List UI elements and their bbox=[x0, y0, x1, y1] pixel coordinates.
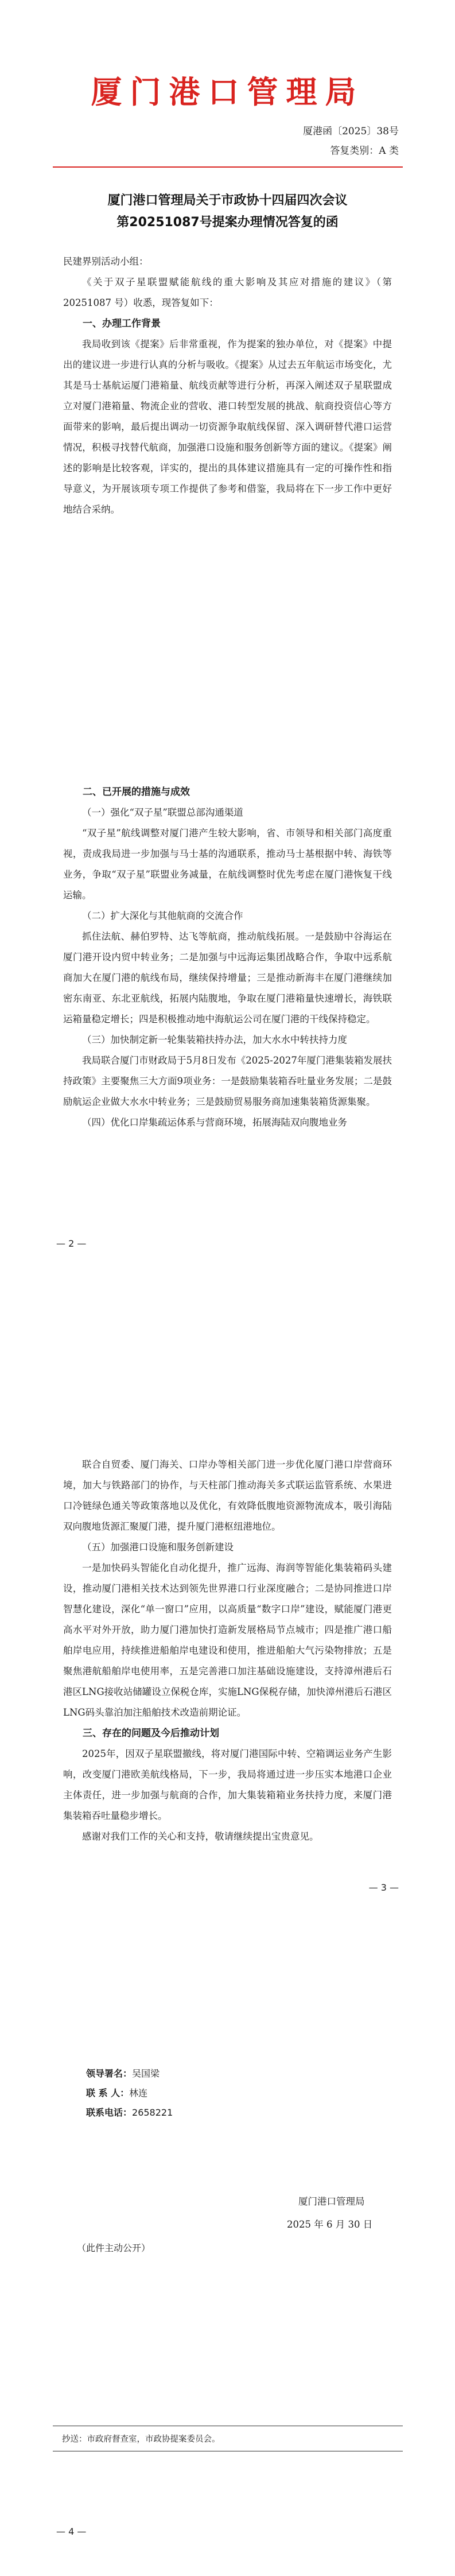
intro-paragraph: 《关于双子星联盟赋能航线的重大影响及其应对措施的建议》（第 20251087 号）收悉，现答复如下： bbox=[63, 277, 392, 308]
page-3 bbox=[0, 1288, 455, 1932]
subsection-4-paragraph: 联合自贸委、厦门海关、口岸办等相关部门进一步优化厦门港口岸营商环境，加大与铁路部门的协作，与天柱部门推动海关多式联运监管系统、水果进口冷链绿色通关等政策落地以及优化，有效降低腹地资源物流成本，吸引海陆双向腹地货源汇聚厦门港，提升厦门港枢纽港地位。 bbox=[63, 1459, 392, 1532]
signing-date: 2025 年 6 月 30 日 bbox=[287, 2219, 373, 2230]
page-number-2: — 2 — bbox=[56, 1238, 87, 1249]
red-divider bbox=[53, 166, 403, 168]
document-number: 厦港函〔2025〕38号 bbox=[303, 126, 399, 137]
contact-block bbox=[86, 2064, 173, 2123]
phone-number: 2658221 bbox=[132, 2107, 173, 2118]
document-title-line-2: 第20251087号提案办理情况答复的函 bbox=[116, 215, 339, 230]
contact-person-row bbox=[86, 2084, 173, 2103]
closing-paragraph: 感谢对我们工作的关心和支持，敬请继续提出宝贵意见。 bbox=[82, 1831, 319, 1842]
reply-type: 答复类别：A 类 bbox=[330, 145, 399, 157]
salutation: 民建界别活动小组： bbox=[63, 256, 149, 267]
public-disclosure-note: （此件主动公开） bbox=[77, 2243, 151, 2253]
page-2 bbox=[0, 644, 455, 1288]
section-1-title: 一、办理工作背景 bbox=[83, 318, 161, 329]
masthead-title: 厦门港口管理局 bbox=[91, 73, 364, 110]
phone-label: 联系电话： bbox=[86, 2107, 133, 2118]
contact-person-label: 联 系 人： bbox=[86, 2088, 130, 2098]
subsection-3-title: （三）加快制定新一轮集装箱扶持办法，加大水水中转扶持力度 bbox=[82, 1034, 347, 1045]
subsection-3-paragraph: 我局联合厦门市财政局于5月8日发布《2025-2027年厦门港集装箱发展扶持政策》主要聚焦三大方面9项业务：一是鼓励集装箱吞吐量业务发展；二是鼓励航运企业做大水水中转业务；三是鼓励贸易服务商加速集装箱货源集聚。 bbox=[63, 1055, 392, 1107]
leader-label: 领导署名： bbox=[86, 2068, 133, 2079]
subsection-4-title: （四）优化口岸集疏运体系与营商环境，拓展海陆双向腹地业务 bbox=[82, 1117, 347, 1128]
body-page-2 bbox=[63, 782, 392, 1133]
signing-organization: 厦门港口管理局 bbox=[298, 2196, 365, 2207]
subsection-2-paragraph: 抓住法航、赫伯罗特、达飞等航商，推动航线拓展。一是鼓励中谷海运在厦门港开设内贸中转业务；二是加强与中远海运集团战略合作，争取中远系航商加大在厦门港的航线布局，继续保持增量；三是推动新海丰在厦门港继续加密东南亚、东北亚航线，拓展内陆腹地，争取在厦门港箱量快速增长，海铁联运箱量稳定增长；四是积极推动地中海航运公司在厦门港的干线保持稳定。 bbox=[63, 931, 392, 1025]
subsection-2-title: （二）扩大深化与其他航商的交流合作 bbox=[82, 910, 243, 921]
contact-person-name: 林连 bbox=[129, 2088, 148, 2098]
subsection-5-title: （五）加强港口设施和服务创新建设 bbox=[82, 1542, 234, 1553]
leader-name: 吴国梁 bbox=[132, 2068, 160, 2079]
section-3-paragraph: 2025年，因双子星联盟撤线，将对厦门港国际中转、空箱调运业务产生影响，改变厦门港欧美航线格局，下一步，我局将通过进一步压实本地港口企业主体责任，进一步加强与航商的合作，加大集装箱箱业务扶持力度，来厦门港集装箱吞吐量稳步增长。 bbox=[63, 1748, 392, 1821]
subsection-1-title: （一）强化“双子星”联盟总部沟通渠道 bbox=[82, 807, 243, 818]
subsection-1-paragraph: “双子星”航线调整对厦门港产生较大影响，省、市领导和相关部门高度重视，责成我局进一步加强与马士基的沟通联系，推动马士基根据中转、海铁等业务，争取“双子星”联盟业务减量，在航线调整时优先考虑在厦门港恢复干线运输。 bbox=[63, 828, 392, 901]
body-page-3 bbox=[63, 1454, 392, 1847]
subsection-5-paragraph: 一是加快码头智能化自动化提升，推广远海、海润等智能化集装箱码头建设，推动厦门港相关技术达到领先世界港口行业深度融合；二是协同推进口岸智慧化建设，深化“单一窗口”应用，以高质量“数字口岸”建设，赋能厦门港更高水平对外开放，助力厦门港加快打造新发展格局节点城市；四是推广港口船舶岸电应用，持续推进船舶岸电建设和使用，推进船舶大气污染物排放；五是聚焦港航船舶岸电使用率，五是完善港口加注基础设施建设，支持漳州港后石港区LNG接收站储罐设立保税仓库，实施LNG保税存储，加快漳州港后石港区LNG码头靠泊加注船舶技术改造前期论证。 bbox=[63, 1562, 392, 1718]
page-number-3: — 3 — bbox=[368, 1882, 399, 1893]
body-page-1 bbox=[63, 251, 392, 520]
page-4 bbox=[0, 1932, 455, 2576]
cc-line: 抄送：市政府督查室，市政协提案委员会。 bbox=[62, 2435, 220, 2444]
leader-row bbox=[86, 2064, 173, 2084]
page-1 bbox=[0, 0, 455, 644]
page-number-4: — 4 — bbox=[56, 2526, 87, 2537]
section-3-title: 三、存在的问题及今后推动计划 bbox=[83, 1728, 219, 1739]
phone-row bbox=[86, 2103, 173, 2123]
document-title-line-1: 厦门港口管理局关于市政协十四届四次会议 bbox=[107, 193, 348, 208]
section-2-title: 二、已开展的措施与成效 bbox=[83, 786, 190, 798]
section-1-paragraph: 我局收到该《提案》后非常重视，作为提案的独办单位，对《提案》中提出的建议进一步进行认真的分析与吸收。《提案》从过去五年航运市场变化，尤其是马士基航运厦门港箱量、航线贡献等进行分析，再深入阐述双子星联盟成立对厦门港箱量、物流企业的营收、港口转型发展的挑战、航商投资信心等方面带来的影响，最后提出调动一切资源争取航线保留、深入调研替代港口运营情况，积极寻找替代航商，加强港口设施和服务创新等方面的建议。《提案》阐述的影响是比较客观，详实的，提出的具体建议措施具有一定的可操作性和指导意义，为开展该项专项工作提供了参考和借鉴，我局将在下一步工作中更好地结合采纳。 bbox=[63, 339, 392, 515]
